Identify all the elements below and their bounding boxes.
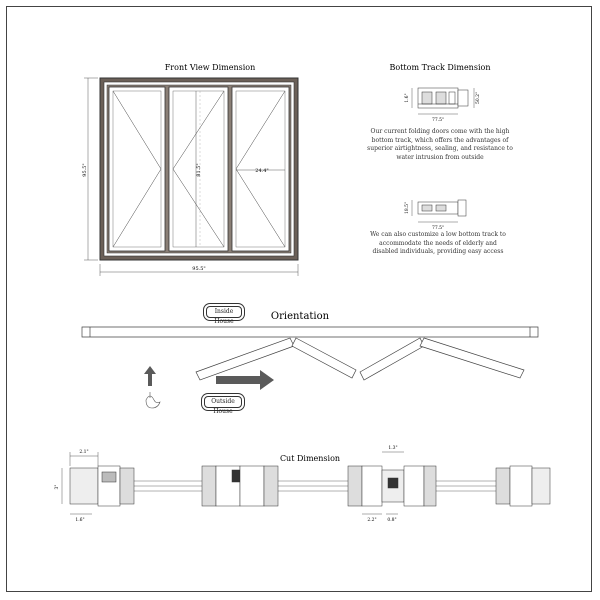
door-panel-left (109, 87, 165, 251)
panel-height-label: 81.5" (196, 163, 202, 177)
high-track-right-height: 50.2" (476, 91, 481, 105)
cut-section-profile (70, 466, 550, 506)
high-track-left-height: 1.6" (405, 93, 410, 103)
cut-bottom-mid-label: 2.2" (367, 518, 377, 523)
cut-top-right-label: 1.3" (388, 446, 398, 451)
up-arrow-icon (144, 366, 156, 386)
bottom-track-title: Bottom Track Dimension (389, 63, 491, 72)
cut-dimension-title: Cut Dimension (279, 454, 341, 463)
front-view-title: Front View Dimension (164, 63, 256, 72)
high-track-description: Our current folding doors come with the high bottom track, which offers the advantages of superior airtightness, sealing, and resistance to water intrusion from outside (367, 128, 513, 161)
right-arrow-icon (216, 370, 274, 390)
high-track-width: 77.5" (431, 118, 445, 123)
inside-house-label: Inside House (206, 306, 242, 318)
front-height-label: 95.5" (82, 163, 88, 177)
front-width-label: 95.5" (192, 266, 206, 272)
low-track-profile (418, 200, 466, 216)
cut-bottom-right-label: 0.8" (387, 518, 397, 523)
panel-width-label: 24.4" (255, 168, 269, 174)
high-track-profile (418, 88, 468, 108)
cut-top-left-label: 2.1" (79, 450, 89, 455)
cut-bottom-left-label: 1.6" (75, 518, 85, 523)
hand-icon (146, 392, 160, 408)
low-track-left-height: 18.5" (405, 201, 410, 215)
low-track-description: We can also customize a low bottom track to accommodate the needs of elderly and disabled individuals, providing easy access (370, 231, 506, 255)
orientation-title: Orientation (270, 311, 330, 322)
low-track-width: 77.5" (431, 226, 445, 231)
outside-house-label: Outside House (204, 396, 242, 408)
cut-left-height-label: 3" (55, 484, 60, 490)
